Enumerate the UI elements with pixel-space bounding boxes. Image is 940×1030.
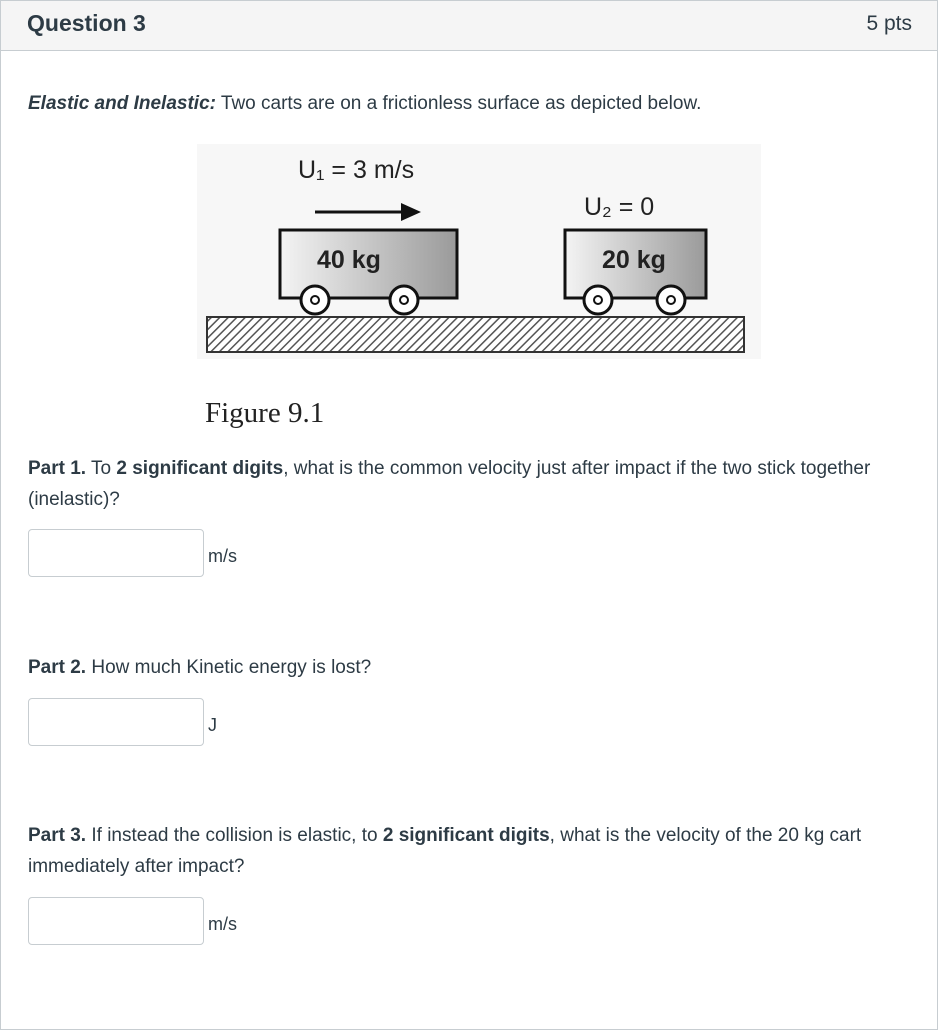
question-intro xyxy=(28,93,701,115)
part-1-prompt xyxy=(28,453,918,515)
wheel-icon xyxy=(390,286,418,314)
part-2-text: How much Kinetic energy is lost? xyxy=(86,657,372,678)
part-1-unit: m/s xyxy=(208,546,237,566)
intro-text: Two carts are on a frictionless surface as depicted below. xyxy=(215,93,702,114)
part-1-label: Part 1. xyxy=(28,458,87,479)
cart1-mass: 40 kg xyxy=(317,246,381,274)
velocity-label-cart2: U₂ = 0 xyxy=(584,193,655,221)
cart2-mass: 20 kg xyxy=(602,246,666,274)
part-1-text-pre: To xyxy=(86,458,117,479)
part-3-text-post: , what is the velocity of the 20 kg cart immediately after impact? xyxy=(28,825,862,877)
question-header xyxy=(1,1,937,51)
part-2-unit: J xyxy=(208,715,217,735)
figure-caption: Figure 9.1 xyxy=(205,397,325,429)
part-1-text-post: , what is the common velocity just after impact if the two stick together (inelastic)? xyxy=(28,458,871,510)
part-3-prompt xyxy=(28,820,918,882)
figure-carts xyxy=(197,144,761,434)
question-points: 5 pts xyxy=(866,12,912,35)
wheel-icon xyxy=(301,286,329,314)
part-3-text-pre: If instead the collision is elastic, to xyxy=(86,825,383,846)
part-2-answer-input[interactable] xyxy=(28,698,204,746)
wheel-icon xyxy=(657,286,685,314)
part-1-answer-input[interactable] xyxy=(28,529,204,577)
wheel-icon xyxy=(584,286,612,314)
part-3-text-bold: 2 significant digits xyxy=(382,825,550,846)
part-3-label: Part 3. xyxy=(28,825,87,846)
intro-lead: Elastic and Inelastic: xyxy=(28,93,216,114)
part-3-unit: m/s xyxy=(208,914,237,934)
part-2-label: Part 2. xyxy=(28,657,87,678)
part-3-answer-input[interactable] xyxy=(28,897,204,945)
frictionless-surface xyxy=(207,317,744,352)
question-title: Question 3 xyxy=(27,10,146,36)
part-1-text-bold: 2 significant digits xyxy=(116,458,284,479)
part-2-prompt xyxy=(28,652,918,683)
velocity-label-cart1: U₁ = 3 m/s xyxy=(298,156,415,184)
